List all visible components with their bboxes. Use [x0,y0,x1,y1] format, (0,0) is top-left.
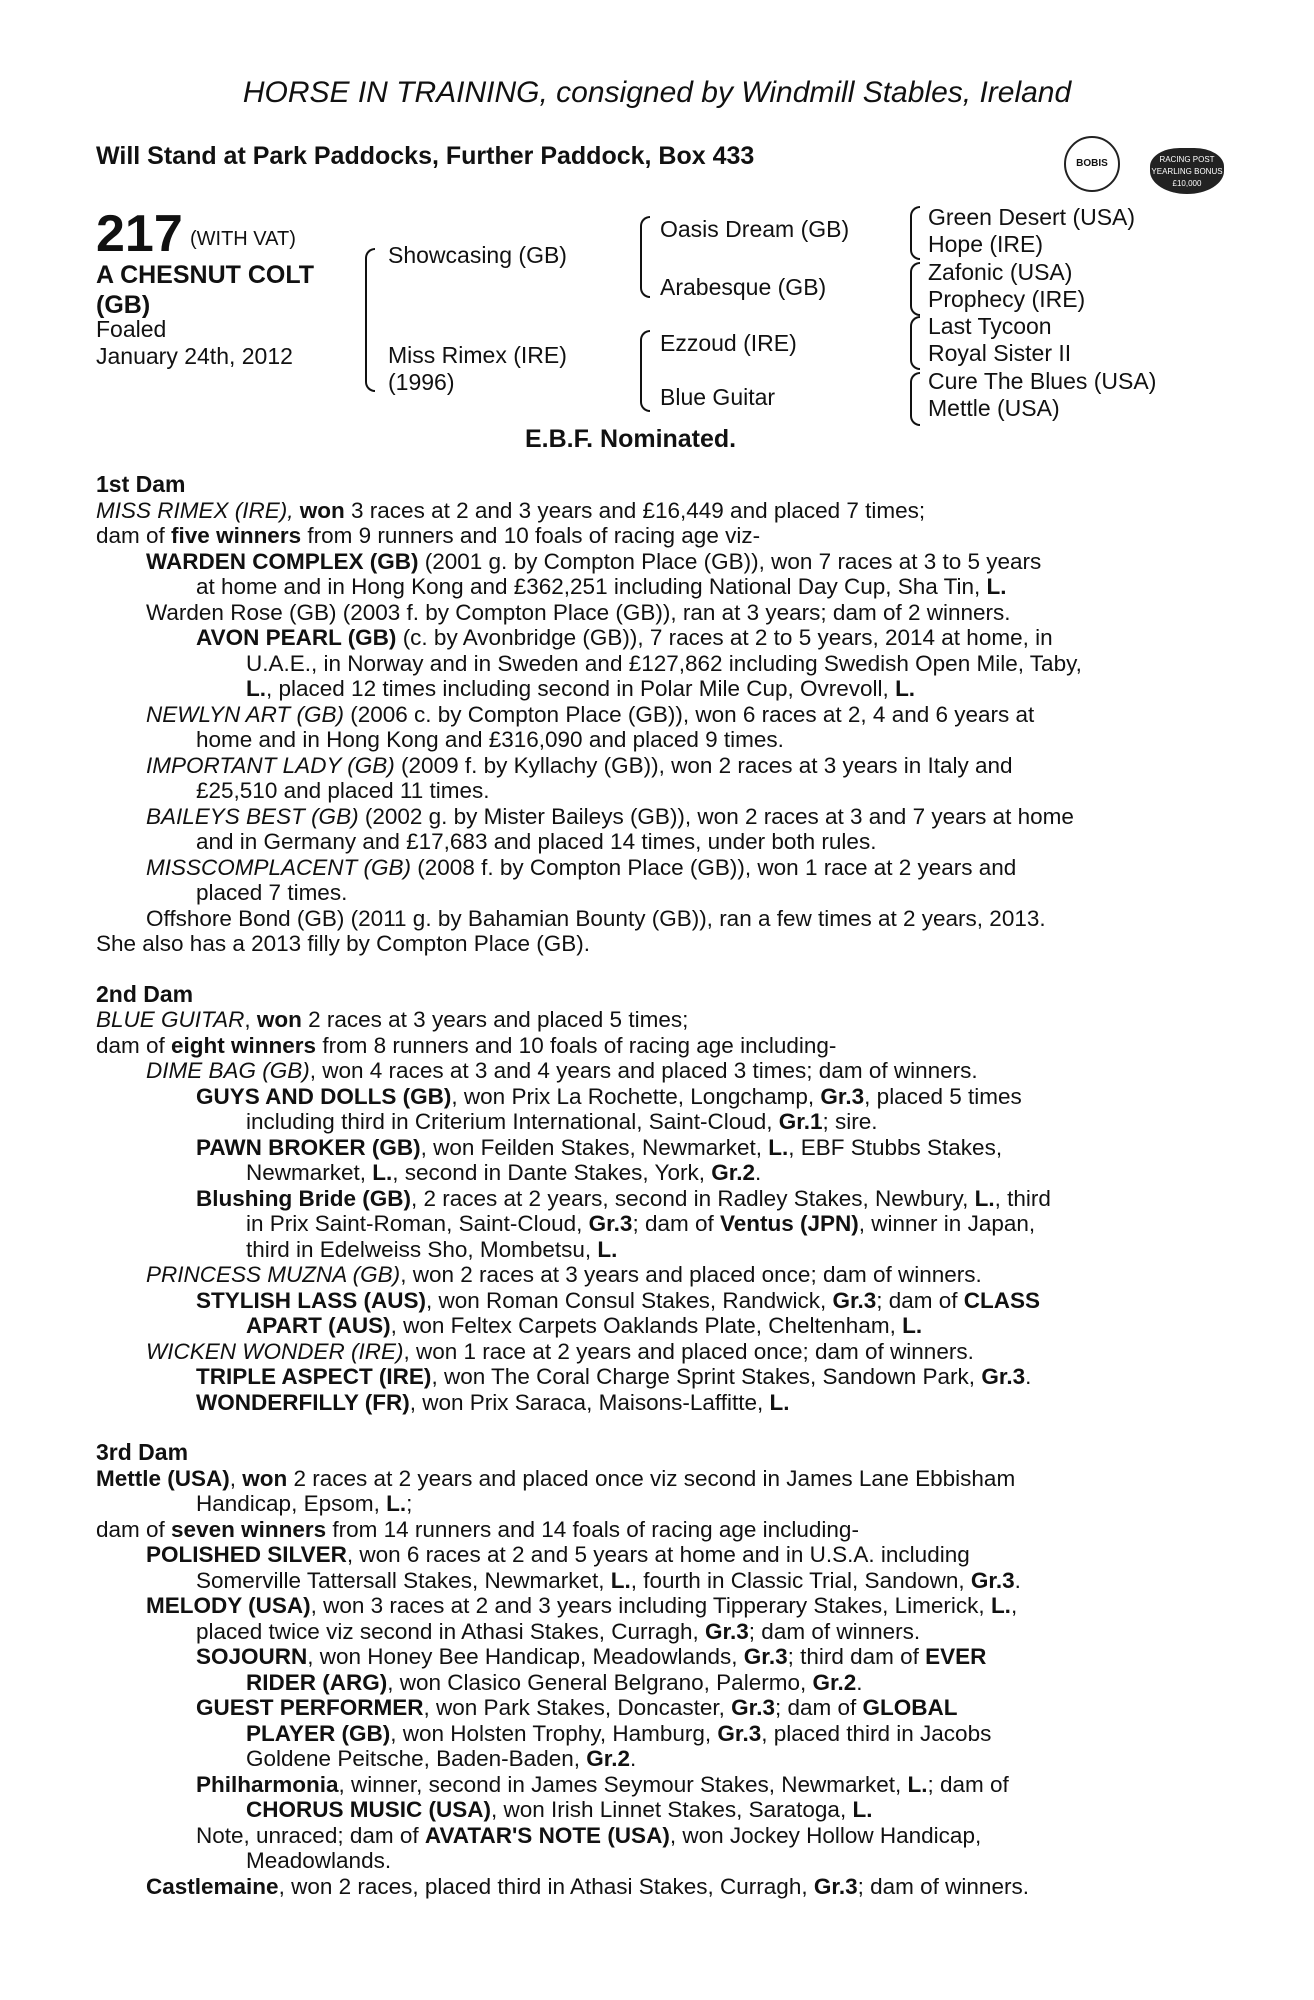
dam2-line: in Prix Saint-Roman, Saint-Cloud, Gr.3; dam of Ventus (JPN), winner in Japan, [246,1211,1036,1236]
dam3-line: Philharmonia, winner, second in James Seymour Stakes, Newmarket, L.; dam of [196,1771,1009,1797]
dam1-line: MISSCOMPLACENT (GB) (2008 f. by Compton Place (GB)), won 1 race at 2 years and [146,854,1017,880]
dam3-line: Mettle (USA), won 2 races at 2 years and placed once viz second in James Lane Ebbisham [96,1465,1016,1491]
dam1-line: L., placed 12 times including second in Polar Mile Cup, Ovrevoll, L. [246,676,916,701]
dam1-line: AVON PEARL (GB) (c. by Avonbridge (GB)), 7 races at 2 to 5 years, 2014 at home, in [196,625,1053,650]
bobis-logo: BOBIS [1064,136,1120,192]
dam1-line: Offshore Bond (GB) (2011 g. by Bahamian Bounty (GB)), ran a few times at 2 years, 2013. [146,905,1046,931]
dam2-line: STYLISH LASS (AUS), won Roman Consul Stakes, Randwick, Gr.3; dam of CLASS [196,1287,1041,1313]
g3-brace-4 [910,372,920,426]
dam2-line: including third in Criterium International, Saint-Cloud, Gr.1; sire. [246,1109,878,1134]
pedigree-ssd: Hope (IRE) [928,231,1044,257]
pedigree-ddd: Mettle (USA) [928,395,1060,421]
dam1-line: MISS RIMEX (IRE), won 3 races at 2 and 3 years and £16,449 and placed 7 times; [96,497,926,523]
dam2-line: TRIPLE ASPECT (IRE), won The Coral Charge Sprint Stakes, Sandown Park, Gr.3. [196,1364,1032,1389]
sire-parents-brace [640,216,650,298]
pedigree-dds: Cure The Blues (USA) [928,368,1157,394]
dam2-line: Newmarket, L., second in Dante Stakes, York, Gr.2. [246,1160,762,1185]
pedigree-dss: Last Tycoon [928,313,1052,339]
pedigree-sdd: Prophecy (IRE) [928,286,1086,312]
pedigree-sds: Zafonic (USA) [928,259,1073,285]
dam1-line: BAILEYS BEST (GB) (2002 g. by Mister Baileys (GB)), won 2 races at 3 and 7 years at home [146,803,1074,829]
dam2-line: third in Edelweiss Sho, Mombetsu, L. [246,1236,618,1262]
pedigree-dam: Miss Rimex (IRE) (1996) [388,342,567,395]
dam-parents-brace [640,330,650,412]
pedigree-dam-dam: Blue Guitar [660,384,776,410]
dam2-line: APART (AUS), won Feltex Carpets Oaklands Plate, Cheltenham, L. [246,1313,923,1338]
dam3-line: Goldene Peitsche, Baden-Baden, Gr.2. [246,1746,637,1771]
dam3-line: Meadowlands. [246,1848,392,1873]
dam2-line: Blushing Bride (GB), 2 races at 2 years, second in Radley Stakes, Newbury, L., third [196,1185,1051,1211]
dam3-line: CHORUS MUSIC (USA), won Irish Linnet Stakes, Saratoga, L. [246,1797,873,1822]
dam1-line: home and in Hong Kong and £316,090 and placed 9 times. [196,727,784,752]
pedigree-dsd: Royal Sister II [928,340,1072,366]
ebf-nominated: E.B.F. Nominated. [525,425,737,453]
dam2-line: GUYS AND DOLLS (GB), won Prix La Rochette, Longchamp, Gr.3, placed 5 times [196,1083,1022,1109]
vat-note: (WITH VAT) [190,228,296,250]
dam3-line: MELODY (USA), won 3 races at 2 and 3 years including Tipperary Stakes, Limerick, L., [146,1593,1018,1618]
g3-brace-1 [910,206,920,260]
dam1-line: placed 7 times. [196,880,348,905]
stand-location: Will Stand at Park Paddocks, Further Paddock, Box 433 [96,142,755,170]
horse-description: A CHESNUT COLT (GB) [96,261,315,319]
g3-brace-3 [910,316,920,370]
page-title: HORSE IN TRAINING, consigned by Windmill Stables, Ireland [242,76,1072,109]
dam2-line: PAWN BROKER (GB), won Feilden Stakes, Newmarket, L., EBF Stubbs Stakes, [196,1134,1003,1160]
dam1-line: NEWLYN ART (GB) (2006 c. by Compton Place (GB)), won 6 races at 2, 4 and 6 years at [146,701,1035,727]
dam3-heading: 3rd Dam [96,1439,189,1465]
dam1-heading: 1st Dam [96,471,186,497]
dam3-line: Castlemaine, won 2 races, placed third in Athasi Stakes, Curragh, Gr.3; dam of winners. [146,1873,1029,1899]
dam1-line: U.A.E., in Norway and in Sweden and £127,862 including Swedish Open Mile, Taby, [246,650,1082,676]
foaled-info: Foaled January 24th, 2012 [96,316,293,369]
dam3-line: GUEST PERFORMER, won Park Stakes, Doncaster, Gr.3; dam of GLOBAL [196,1695,958,1720]
dam3-line: placed twice viz second in Athasi Stakes, Curragh, Gr.3; dam of winners. [196,1618,921,1644]
sire-dam-brace [365,248,375,392]
pedigree-sire: Showcasing (GB) [388,242,567,268]
pedigree-sire-dam: Arabesque (GB) [660,274,827,300]
dam2-heading: 2nd Dam [96,980,194,1007]
produce-record [96,472,1206,1899]
lot-number: 217 [96,205,183,263]
g3-brace-2 [910,262,920,316]
dam2-line: dam of eight winners from 8 runners and 10 foals of racing age including- [96,1032,837,1058]
pedigree-dam-sire: Ezzoud (IRE) [660,330,797,356]
dam2-line: BLUE GUITAR, won 2 races at 3 years and placed 5 times; [96,1007,689,1032]
dam2-line: PRINCESS MUZNA (GB), won 2 races at 3 years and placed once; dam of winners. [146,1262,982,1287]
dam1-line: at home and in Hong Kong and £362,251 including National Day Cup, Sha Tin, L. [196,574,1007,599]
dam2-line: WICKEN WONDER (IRE), won 1 race at 2 years and placed once; dam of winners. [146,1338,974,1364]
dam1-line: £25,510 and placed 11 times. [196,778,490,803]
dam1-line: dam of five winners from 9 runners and 10 foals of racing age viz- [96,523,761,548]
dam3-line: SOJOURN, won Honey Bee Handicap, Meadowlands, Gr.3; third dam of EVER [196,1644,987,1669]
dam1-line: and in Germany and £17,683 and placed 14 times, under both rules. [196,829,877,854]
dam2-line: DIME BAG (GB), won 4 races at 3 and 4 years and placed 3 times; dam of winners. [146,1058,978,1083]
pedigree-sss: Green Desert (USA) [928,204,1136,230]
dam3-line: Somerville Tattersall Stakes, Newmarket, L., fourth in Classic Trial, Sandown, Gr.3. [196,1567,1021,1593]
dam1-line: She also has a 2013 filly by Compton Place (GB). [96,931,591,956]
dam3-line: Handicap, Epsom, L.; [196,1491,413,1516]
dam3-line: RIDER (ARG), won Clasico General Belgrano, Palermo, Gr.2. [246,1669,863,1695]
dam1-line: IMPORTANT LADY (GB) (2009 f. by Kyllachy (GB)), won 2 races at 3 years in Italy and [146,752,1013,778]
dam3-line: POLISHED SILVER, won 6 races at 2 and 5 years at home and in U.S.A. including [146,1542,970,1567]
dam3-line: dam of seven winners from 14 runners and 14 foals of racing age including- [96,1516,859,1542]
dam3-line: Note, unraced; dam of AVATAR'S NOTE (USA), won Jockey Hollow Handicap, [196,1822,982,1848]
dam1-line: WARDEN COMPLEX (GB) (2001 g. by Compton Place (GB)), won 7 races at 3 to 5 years [146,548,1042,574]
pedigree-sire-sire: Oasis Dream (GB) [660,216,850,242]
racing-post-bonus-logo: RACING POST YEARLING BONUS £10,000 [1150,148,1224,194]
dam2-line: WONDERFILLY (FR), won Prix Saraca, Maisons-Laffitte, L. [196,1389,790,1415]
dam3-line: PLAYER (GB), won Holsten Trophy, Hamburg, Gr.3, placed third in Jacobs [246,1720,992,1746]
dam1-line: Warden Rose (GB) (2003 f. by Compton Place (GB)), ran at 3 years; dam of 2 winners. [146,599,1011,625]
